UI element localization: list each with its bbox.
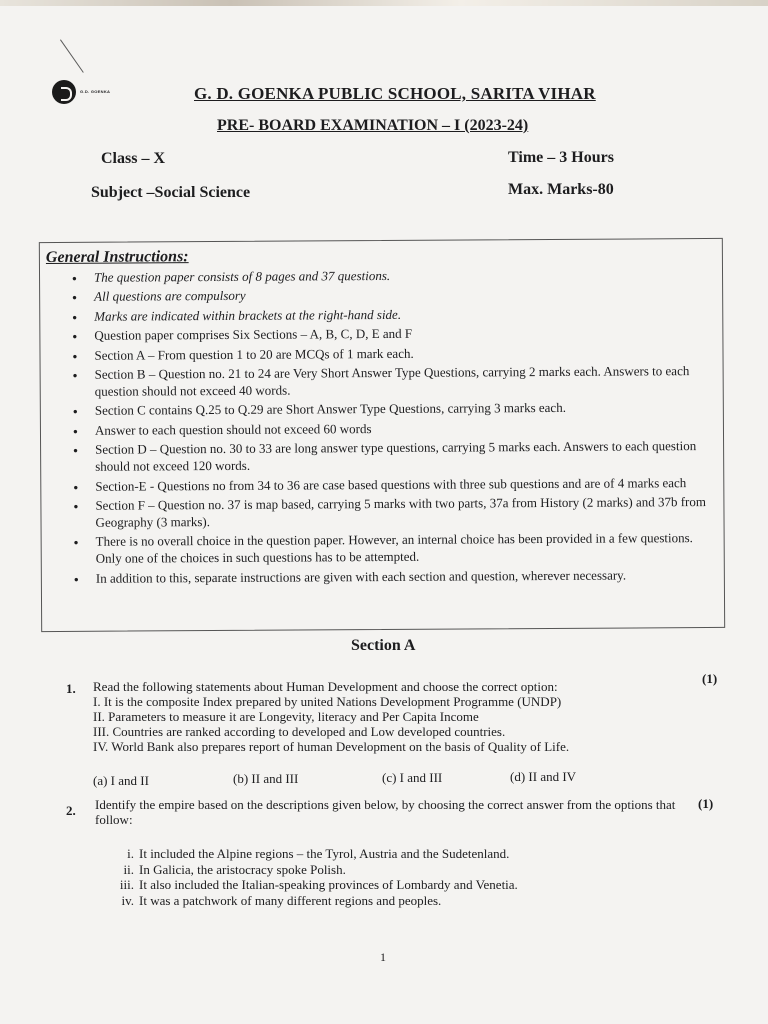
q1-option-a: (a) I and II — [93, 773, 149, 788]
question-2-number: 2. — [66, 803, 76, 818]
logo-text: G.D. GOENKA — [80, 89, 111, 94]
q2-point-text: It was a patchwork of many different regions and peoples. — [139, 893, 442, 908]
q1-statement: IV. World Bank also prepares report of human Development on the basis of Quality of Life. — [93, 739, 570, 754]
q2-point-numeral: iii. — [119, 877, 134, 892]
instruction-item: ● Section B – Question no. 21 to 24 are Very Short Answer Type Questions, carrying 2 marks each. Answers to each question should not exceed 40 words. — [73, 362, 713, 400]
q2-point — [108, 893, 441, 909]
q2-point-text: In Galicia, the aristocracy spoke Polish. — [139, 862, 346, 877]
instruction-item: ● The question paper consists of 8 pages and 37 questions. — [72, 265, 712, 286]
subject-label: Subject –Social Science — [91, 184, 251, 201]
instruction-item: ● Question paper comprises Six Sections – A, B, C, D, E and F — [72, 323, 712, 344]
staple-pin — [60, 39, 84, 72]
section-a-heading: Section A — [351, 637, 416, 654]
time-label: Time – 3 Hours — [508, 149, 614, 166]
q2-point-numeral: ii. — [123, 862, 134, 877]
q2-point-numeral: i. — [127, 846, 134, 861]
q2-point — [108, 862, 346, 878]
q2-point-numeral: iv. — [121, 893, 134, 908]
q1-statement: III. Countries are ranked according to developed and Low developed countries. — [93, 724, 506, 739]
general-instructions-box — [39, 238, 725, 632]
instruction-item: ● Section F – Question no. 37 is map based, carrying 5 marks with two parts, 37a from History (2 marks) and 37b from Geography (3 marks). — [73, 493, 713, 531]
q2-point — [108, 877, 518, 893]
q2-point-text: It included the Alpine regions – the Tyrol, Austria and the Sudetenland. — [139, 846, 510, 861]
question-1-number: 1. — [66, 681, 76, 696]
question-2-text: Identify the empire based on the descriptions given below, by choosing the correct answer from the options that follow: — [95, 797, 676, 827]
q1-option-b: (b) II and III — [233, 771, 299, 786]
instructions-list — [72, 265, 714, 589]
instruction-item: ● Marks are indicated within brackets at the right-hand side. — [72, 304, 712, 325]
page-number: 1 — [380, 950, 386, 964]
instruction-item: ● Section C contains Q.25 to Q.29 are Short Answer Type Questions, carrying 3 marks each. — [73, 398, 713, 419]
class-label: Class – X — [101, 150, 166, 167]
q1-statement: II. Parameters to measure it are Longevity, literacy and Per Capita Income — [93, 709, 479, 724]
school-logo-icon — [52, 80, 76, 104]
q1-option-c: (c) I and III — [382, 770, 443, 785]
instruction-item: ● Section-E - Questions no from 34 to 36 are case based questions with three sub questions and are of 4 marks each — [73, 473, 713, 494]
q2-point-text: It also included the Italian-speaking provinces of Lombardy and Venetia. — [139, 877, 518, 892]
instruction-item: ● Section A – From question 1 to 20 are MCQs of 1 mark each. — [72, 343, 712, 364]
instruction-item: ● There is no overall choice in the question paper. However, an internal choice has been provided in a few questions. Only one of the choices in such questions has to be attempted. — [74, 529, 714, 567]
page-top-edge — [0, 0, 768, 6]
instructions-title: General Instructions: — [45, 248, 189, 267]
instruction-item: ● Answer to each question should not exceed 60 words — [73, 418, 713, 439]
q2-point — [108, 846, 509, 862]
school-name: G. D. GOENKA PUBLIC SCHOOL, SARITA VIHAR — [194, 84, 596, 103]
question-1-text: Read the following statements about Human Development and choose the correct option: — [93, 679, 558, 694]
instruction-item: ● Section D – Question no. 30 to 33 are long answer type questions, carrying 5 marks each. Answers to each question should not exceed 120 words. — [73, 437, 713, 475]
exam-title: PRE- BOARD EXAMINATION – I (2023-24) — [217, 117, 529, 134]
instruction-item: ● In addition to this, separate instructions are given with each section and question, wherever necessary. — [74, 566, 714, 587]
q1-option-d: (d) II and IV — [510, 769, 577, 784]
question-1-marks: (1) — [702, 671, 718, 686]
q1-statement: I. It is the composite Index prepared by united Nations Development Programme (UNDP) — [93, 694, 562, 709]
max-marks-label: Max. Marks-80 — [508, 181, 614, 198]
question-2-marks: (1) — [698, 796, 714, 811]
instruction-item: ● All questions are compulsory — [72, 284, 712, 305]
